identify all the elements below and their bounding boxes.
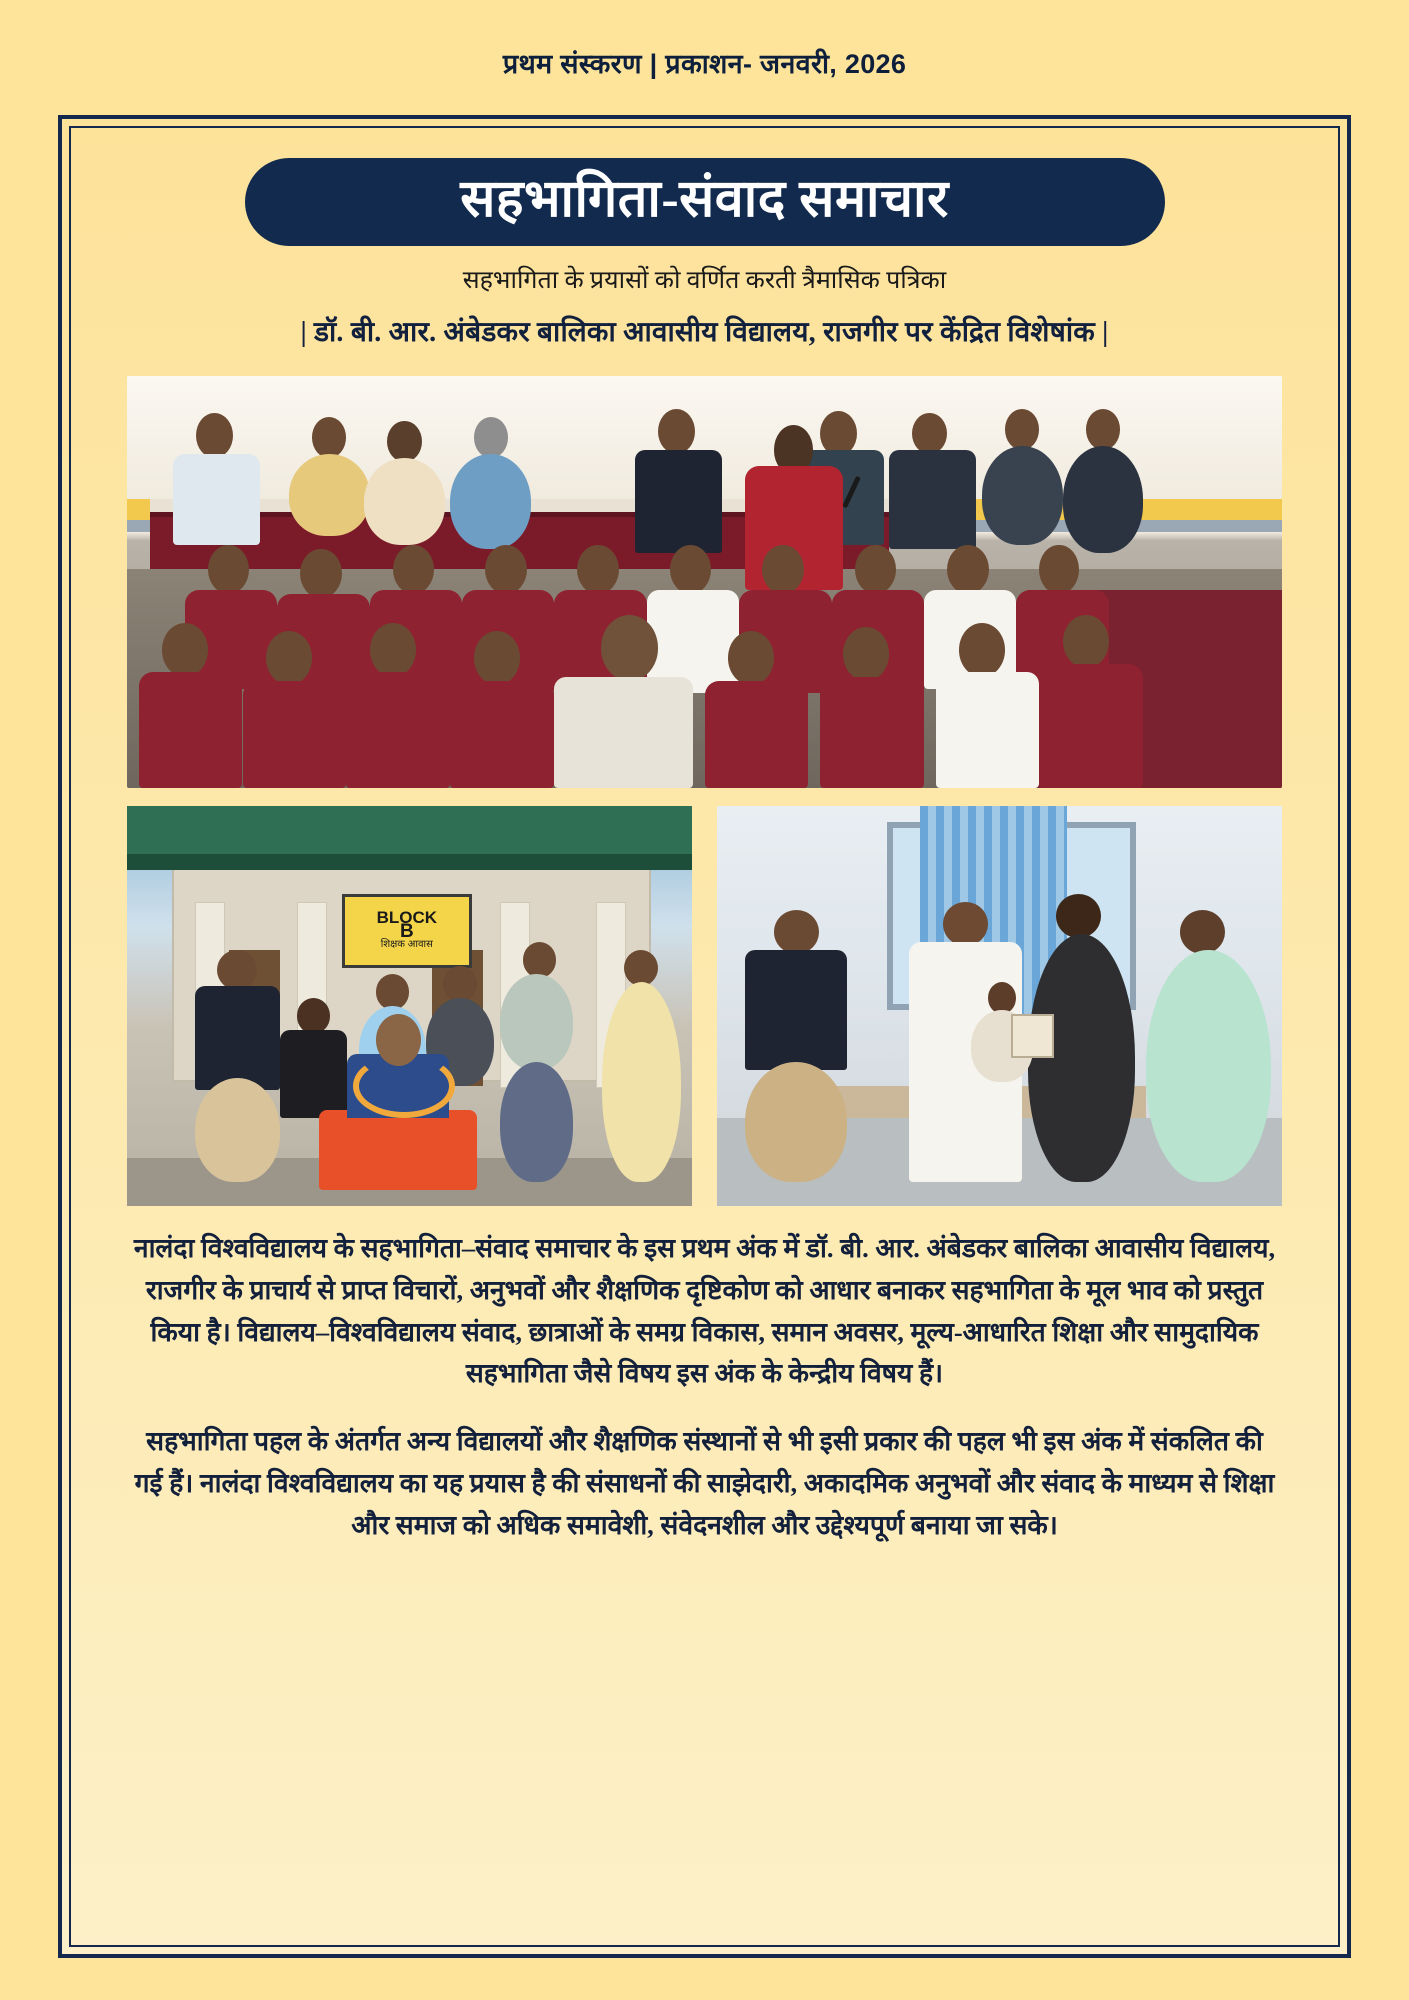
block-b-signboard <box>342 894 472 968</box>
flower-garland <box>353 1054 455 1118</box>
cover-frame-inner <box>69 126 1340 1947</box>
book-being-handed <box>1011 1014 1055 1058</box>
editorial-paragraph-2: सहभागिता पहल के अंतर्गत अन्य विद्यालयों और शैक्षणिक संस्थानों से भी इसी प्रकार की पहल भी इस अंक में संकलित की गई हैं। नालंदा विश्वविद्यालय का यह प्रयास है की संसाधनों की साझेदारी, अकादमिक अनुभवों और संवाद के माध्यम से शिक्षा और समाज को अधिक समावेशी, संवेदनशील और उद्देश्यपूर्ण बनाया जा सके। <box>134 1426 1275 1540</box>
canopy-shadow <box>127 854 692 870</box>
cover-frame <box>58 115 1351 1958</box>
edition-line: प्रथम संस्करण | प्रकाशन- जनवरी, 2026 <box>502 49 907 79</box>
photo-row-secondary <box>127 806 1282 1206</box>
special-issue-line: | डॉ. बी. आर. अंबेडकर बालिका आवासीय विद्यालय, राजगीर पर केंद्रित विशेषांक | <box>300 316 1109 348</box>
hero-photo-assembly <box>127 376 1282 788</box>
page-title: सहभागिता-संवाद समाचार <box>460 171 949 228</box>
masthead-banner <box>245 158 1165 246</box>
editorial-paragraph-1: नालंदा विश्वविद्यालय के सहभागिता–संवाद समाचार के इस प्रथम अंक में डॉ. बी. आर. अंबेडकर बालिका आवासीय विद्यालय, राजगीर के प्राचार्य से प्राप्त विचारों, अनुभवों और शैक्षणिक दृष्टिकोण को आधार बनाकर सहभागिता के मूल भाव को प्रस्तुत किया है। विद्यालय–विश्वविद्यालय संवाद, छात्राओं के समग्र विकास, समान अवसर, मूल्य-आधारित शिक्षा और सामुदायिक सहभागिता जैसे विषय इस अंक के केन्द्रीय विषय हैं। <box>133 1232 1276 1389</box>
red-pedestal <box>319 1110 477 1190</box>
photo-ambedkar-bust <box>127 806 692 1206</box>
photo-book-handover <box>717 806 1282 1206</box>
signboard-bottom-text: शिक्षक आवास <box>380 939 433 951</box>
editorial-body <box>130 1228 1280 1547</box>
signboard-top-text: BLOCK <box>376 907 438 927</box>
masthead-subtitle: सहभागिता के प्रयासों को वर्णित करती त्रैमासिक पत्रिका <box>462 266 947 294</box>
signboard-letter: B <box>399 921 414 943</box>
